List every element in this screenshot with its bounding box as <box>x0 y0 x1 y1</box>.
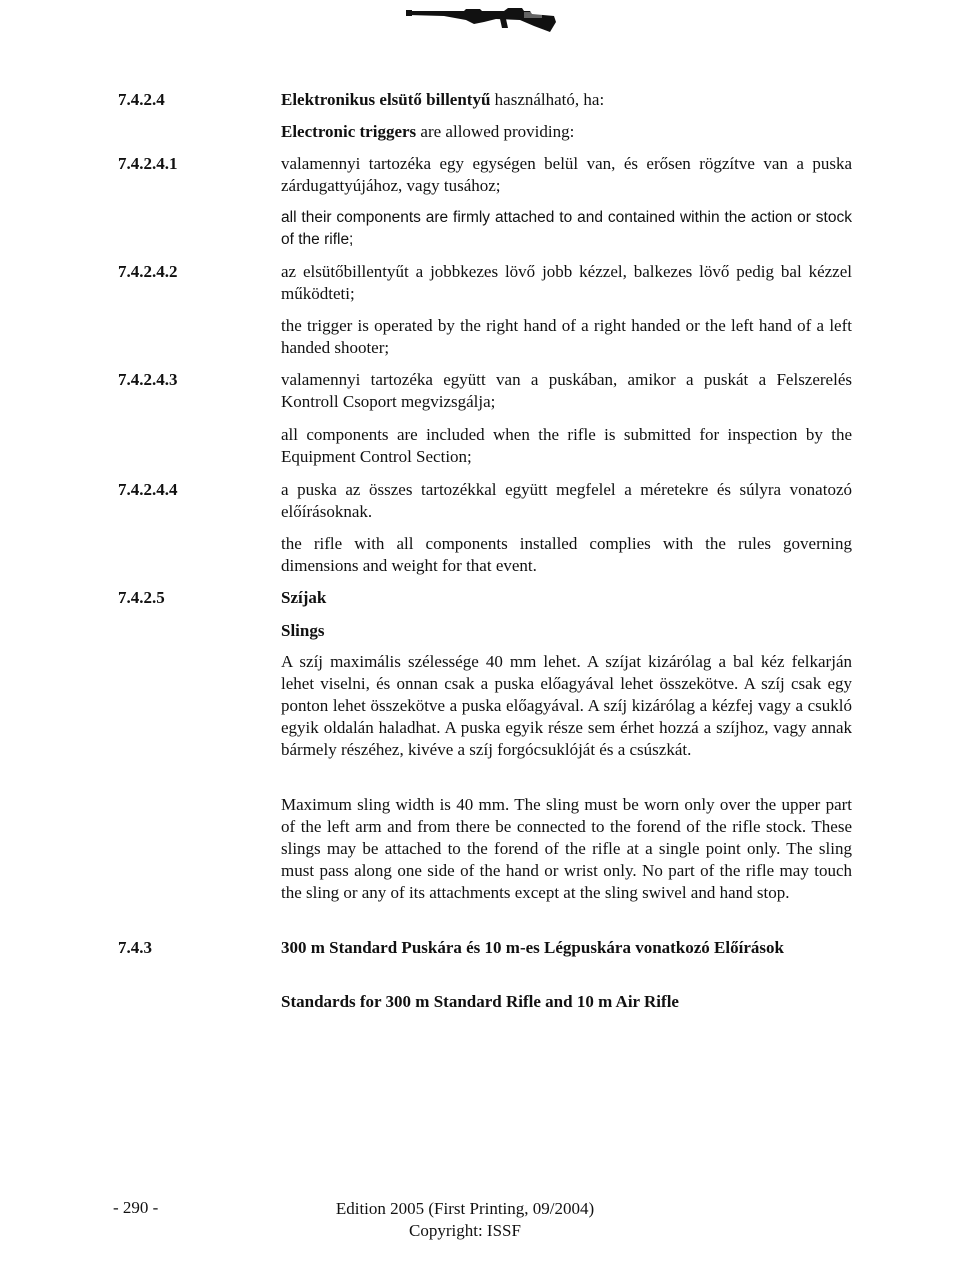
section-number: 7.4.2.4 <box>118 90 165 109</box>
section-title: Szíjak <box>281 588 327 607</box>
item-text-hu: valamennyi tartozéka egy egységen belül van, és erősen rögzítve van a puska zárdugattyújához, vagy tusához; <box>281 154 852 195</box>
title-rest: használható, ha: <box>490 90 605 109</box>
section-title: 300 m Standard Puskára és 10 m-es Légpuskára vonatkozó Előírások <box>281 938 784 957</box>
paragraph-hu: A szíj maximális szélessége 40 mm lehet. A szíjat kizárólag a bal kéz felkarján lehet viselni, és onnan csak a puska előagyával lehet összekötve. A szíj csak egy ponton lehet összekötve a puska előagyával. A szíj kizárólag a kézfej vagy a csukló egyik oldalán haladhat. A puska egyik része sem érhet hozzá a szíjhoz, vagy annak bármely részéhez, kivéve a szíj forgócsuklóját és a csúszkát. <box>281 652 852 759</box>
copyright-text: Copyright: ISSF <box>409 1221 521 1240</box>
section-title-en: Slings <box>281 621 325 640</box>
paragraph-en: Maximum sling width is 40 mm. The sling must be worn only over the upper part of the left arm and from there be connected to the forend of the rifle stock. These slings may be attached to the forend of the rifle at a single point only. The sling must pass along one side of the hand or wrist only. No part of the rifle may touch the sling or any of its attachments except at the sling swivel and hand stop. <box>281 795 852 902</box>
section-title <box>281 89 852 111</box>
title-bold: Elektronikus elsütő billentyű <box>281 90 491 109</box>
item-number: 7.4.2.4.3 <box>118 370 178 389</box>
title-en-rest: are allowed providing: <box>416 122 575 141</box>
item-number: 7.4.2.4.2 <box>118 262 178 281</box>
rifle-icon <box>404 2 560 40</box>
section-title-en: Standards for 300 m Standard Rifle and 10 m Air Rifle <box>281 992 679 1011</box>
section-title-en <box>281 121 852 143</box>
footer <box>300 1198 630 1242</box>
edition-text: Edition 2005 (First Printing, 09/2004) <box>335 1199 595 1218</box>
section-number: 7.4.2.5 <box>118 588 165 607</box>
section-number: 7.4.3 <box>118 938 152 957</box>
item-text-en: the trigger is operated by the right hand of a right handed or the left hand of a left handed shooter; <box>281 316 852 357</box>
item-text-hu: a puska az összes tartozékkal együtt megfelel a méretekre és súlyra vonatozó előírásoknak. <box>281 480 852 521</box>
page-number: - 290 - <box>113 1198 159 1217</box>
item-text-hu: az elsütőbillentyűt a jobbkezes lövő jobb kézzel, balkezes lövő pedig bal kézzel működteti; <box>281 262 852 303</box>
item-text-hu: valamennyi tartozéka együtt van a puskában, amikor a puskát a Felszerelés Kontroll Csoport megvizsgálja; <box>281 370 852 411</box>
item-text-en: all components are included when the rifle is submitted for inspection by the Equipment Control Section; <box>281 425 852 466</box>
item-number: 7.4.2.4.4 <box>118 480 178 499</box>
item-text-en: the rifle with all components installed complies with the rules governing dimensions and weight for that event. <box>281 534 852 575</box>
item-text-en: all their components are firmly attached to and contained within the action or stock of the rifle; <box>281 209 852 248</box>
item-number: 7.4.2.4.1 <box>118 154 178 173</box>
title-en-bold: Electronic triggers <box>281 122 417 141</box>
